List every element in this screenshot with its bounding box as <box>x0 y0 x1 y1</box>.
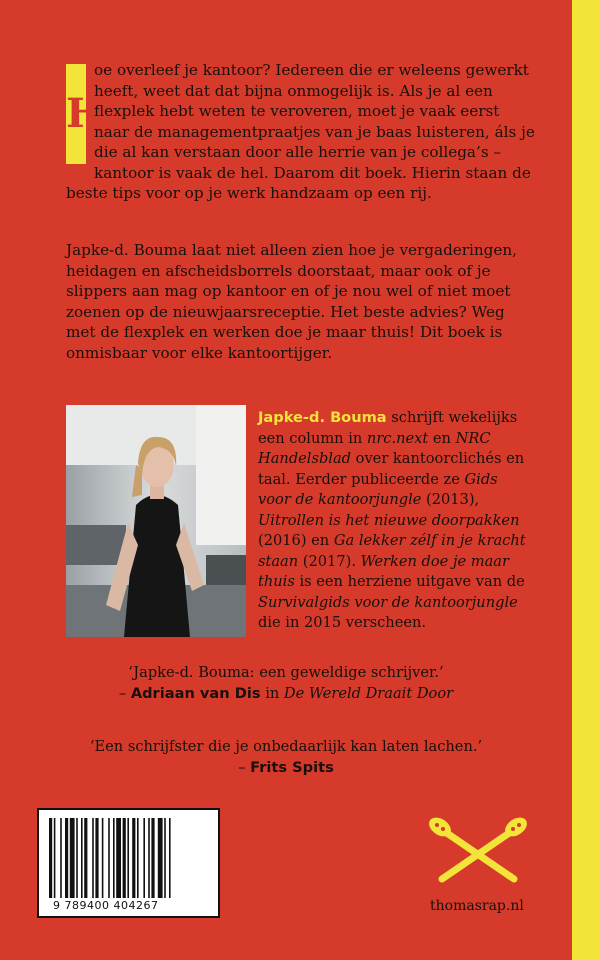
yellow-spine-strip <box>572 0 600 960</box>
bio-text: die in 2015 verscheen. <box>258 614 426 631</box>
bio-text: (2017). <box>298 552 361 570</box>
bio-text: is een herziene uitgave van de <box>294 573 525 590</box>
dropcap-letter: H <box>66 64 86 164</box>
bio-book-title: Ga lekker zélf in je kracht staan <box>258 532 526 570</box>
bio-title-nrc-handelsblad: NRC Handelsblad <box>258 429 491 467</box>
bio-text: over kantoorclichés en taal. Eerder publiceerde ze <box>258 450 525 488</box>
barcode-bar <box>108 818 110 898</box>
intro-paragraph <box>66 60 536 204</box>
review-quote-2 <box>0 737 572 778</box>
quote-dash: – <box>118 684 131 702</box>
bio-text: schrijft wekelijks een column in <box>258 409 518 447</box>
quote-source: De Wereld Draait Door <box>283 684 454 702</box>
barcode-bar <box>102 818 104 898</box>
barcode-bar <box>127 818 129 898</box>
description-paragraph: Japke-d. Bouma laat niet alleen zien hoe je vergaderingen, heidagen en afscheidsborrels doorstaat, maar ook of je slippers aan mag op kantoor en of je nou wel of niet moet zoenen op de nieuwjaarsreceptie. Het beste advies? Weg met de flexplek en werken doe je maar thuis! Dit boek is onmisbaar voor elke kantoortijger. <box>66 241 517 362</box>
author-name: Japke-d. Bouma <box>258 409 387 426</box>
author-bio <box>258 408 528 634</box>
barcode-bars <box>49 818 209 898</box>
isbn-number: 9 789400 404267 <box>53 899 159 912</box>
barcode-bar <box>76 818 78 898</box>
barcode-bar <box>151 818 154 898</box>
barcode-bar <box>95 818 98 898</box>
barcode-bar <box>81 818 83 898</box>
quote-dash: – <box>238 758 251 776</box>
bio-text: (2013), <box>421 491 480 508</box>
intro-text: oe overleef je kantoor? Iedereen die er weleens gewerkt heeft, weet dat dat bijna onmogelijk is. Als je al een flexplek hebt weten te veroveren, moet je vaak eerst naar de managementpraatjes van je baas luisteren, áls je die al kan verstaan door alle herrie van je collega’s – kantoor is vaak de hel. Daarom dit boek. Hierin staan de beste tips voor op je werk handzaam op een rij. <box>66 61 535 202</box>
bio-text: (2016) en <box>258 532 334 549</box>
bio-book-title: Werken doe je maar thuis <box>258 552 509 590</box>
bio-book-title: Gids voor de kantoorjungle <box>258 470 498 508</box>
bio-text: en <box>428 429 456 447</box>
barcode-bar <box>148 818 150 898</box>
review-quote-1 <box>0 663 572 704</box>
barcode-bar <box>54 818 56 898</box>
publisher-logo-icon <box>428 815 528 885</box>
barcode-bar <box>123 818 126 898</box>
barcode-bar <box>143 818 145 898</box>
barcode-bar <box>169 818 171 898</box>
bio-book-title: Uitrollen is het nieuwe doorpakken <box>258 511 520 529</box>
barcode-bar <box>164 818 166 898</box>
isbn-barcode <box>37 808 220 918</box>
bio-title-nrc-next: nrc.next <box>366 429 429 447</box>
quote-connector: in <box>260 684 284 702</box>
quote-text: ‘Japke-d. Bouma: een geweldige schrijver.’ <box>128 664 444 681</box>
quote-text: ‘Een schrijfster die je onbedaarlijk kan laten lachen.’ <box>89 738 483 755</box>
publisher-website: thomasrap.nl <box>430 898 524 914</box>
barcode-bar <box>92 818 94 898</box>
bio-book-title: Survivalgids voor de kantoorjungle <box>258 593 518 611</box>
barcode-bar <box>65 818 68 898</box>
barcode-bar <box>116 818 121 898</box>
barcode-bar <box>70 818 75 898</box>
author-photo <box>66 405 246 637</box>
barcode-bar <box>84 818 87 898</box>
barcode-bar <box>49 818 52 898</box>
quote-author: Adriaan van Dis <box>130 684 261 702</box>
barcode-bar <box>137 818 139 898</box>
barcode-bar <box>158 818 163 898</box>
author-photo-illustration <box>66 405 246 637</box>
barcode-bar <box>132 818 135 898</box>
quote-author: Frits Spits <box>250 758 334 776</box>
barcode-bar <box>113 818 115 898</box>
barcode-bar <box>60 818 62 898</box>
